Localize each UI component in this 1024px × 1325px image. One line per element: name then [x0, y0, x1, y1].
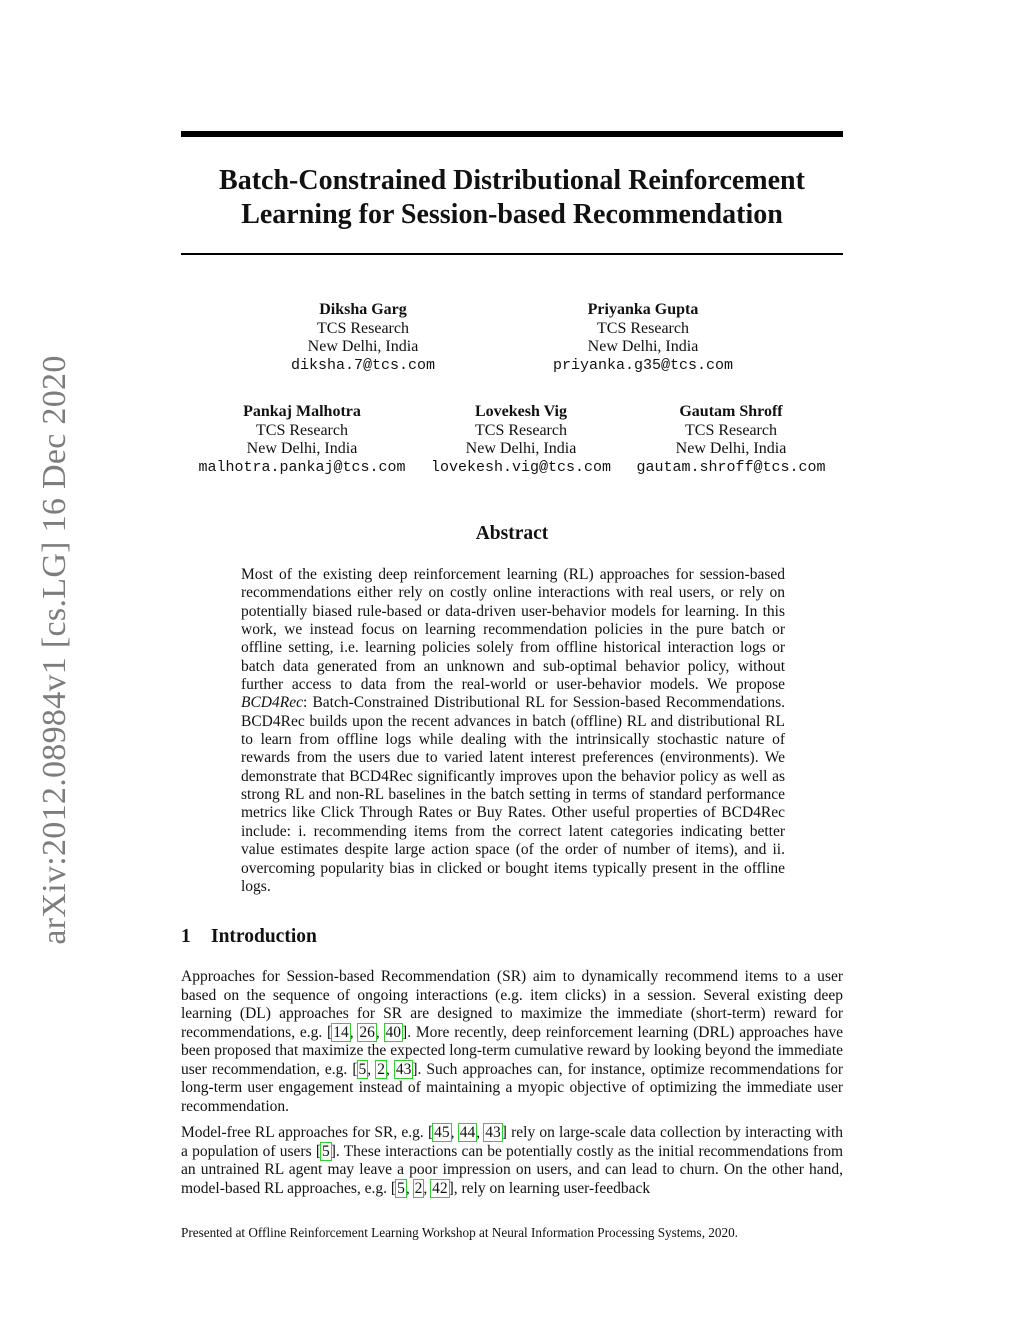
title-bottom-rule: [181, 253, 843, 255]
author-email[interactable]: priyanka.g35@tcs.com: [552, 356, 734, 374]
intro-text: Model-free RL approaches for SR, e.g. [: [181, 1124, 434, 1141]
title-top-rule: [181, 131, 843, 137]
citation-link[interactable]: 2: [414, 1179, 423, 1197]
abstract-method-name: BCD4Rec: [241, 694, 303, 712]
paper-title: [181, 164, 843, 232]
author-location: New Delhi, India: [246, 440, 358, 457]
author-location: New Delhi, India: [587, 338, 699, 355]
citation-link[interactable]: 5: [397, 1179, 405, 1197]
author-affiliation: TCS Research: [685, 421, 777, 439]
author-location: New Delhi, India: [307, 338, 419, 355]
citation-link[interactable]: 42: [432, 1179, 448, 1197]
citation-link[interactable]: 5: [358, 1060, 367, 1078]
author-name: Priyanka Gupta: [587, 301, 699, 318]
citation-link[interactable]: 14: [333, 1023, 349, 1041]
author-name: Gautam Shroff: [679, 403, 783, 420]
author-email[interactable]: gautam.shroff@tcs.com: [636, 458, 826, 476]
intro-text: ]. More recently, deep reinforcement learning (DRL) approaches have been proposed that maximize the expected long-term cumulative reward by looking beyond the immediate user recommendation, e.g. [: [181, 1023, 844, 1078]
citation-link[interactable]: 26: [359, 1023, 375, 1041]
abstract-text-2: : Batch-Constrained Distributional RL for Session-based Recommendations. BCD4Rec builds upon the recent advances in batch (offline) RL and distributional RL to learn from offline logs while dealing with the intrinsically stochastic nature of rewards from the users due to varied latent interest preferences (environments). We demonstrate that BCD4Rec significantly improves upon the behavior policy as well as strong RL and non-RL baselines in the batch setting in terms of standard performance metrics like Click Through Rates or Buy Rates. Other useful properties of BCD4Rec include: i. recommending items from the correct latent categories indicating better value estimates despite large action space (of the order of number of items), and ii. overcoming popularity bias in clicked or bought items typically present in the offline logs.: [241, 694, 785, 895]
citation-link[interactable]: 44: [459, 1124, 476, 1141]
author-name: Lovekesh Vig: [474, 403, 567, 420]
footer-note: Presented at Offline Reinforcement Learning Workshop at Neural Information Processing Systems, 2020.: [181, 1225, 738, 1240]
citation-link[interactable]: 2: [377, 1060, 385, 1078]
section-heading: [181, 926, 317, 948]
author-name: Diksha Garg: [319, 301, 407, 318]
author-email[interactable]: malhotra.pankaj@tcs.com: [198, 458, 406, 476]
title-line-1: Batch-Constrained Distributional Reinforcement: [219, 165, 805, 196]
intro-paragraph-1: Approaches for Session-based Recommendation (SR) aim to dynamically recommend items to a user based on the sequence of ongoing interactions (e.g. item clicks) in a session. Several existing deep learning (DL) approaches for SR are designed to maximize the immediate (short-term) reward for recommendations, e.g. [14, 26, 40]. More recently, deep reinforcement learning (DRL) approaches have been proposed that maximize the expected long-term cumulative reward by looking beyond the immediate user recommendation, e.g. [5, 2, 43]. Such approaches can, for instance, optimize recommendations for long-term user engagement instead of maintaining a myopic objective of optimizing the immediate user recommendation.: [181, 968, 844, 1115]
citation-link[interactable]: 40: [385, 1023, 402, 1041]
author-block-1: [233, 301, 493, 375]
section-number: 1: [181, 926, 191, 947]
arxiv-identifier: arXiv:2012.08984v1 [cs.LG] 16 Dec 2020: [36, 355, 73, 945]
author-block-2: [513, 301, 773, 375]
author-affiliation: TCS Research: [256, 421, 348, 439]
author-affiliation: TCS Research: [317, 319, 409, 337]
citation-link[interactable]: 43: [485, 1124, 501, 1141]
citation-link[interactable]: 5: [321, 1142, 330, 1160]
abstract-body: [241, 566, 785, 896]
author-location: New Delhi, India: [465, 440, 577, 457]
author-location: New Delhi, India: [675, 440, 787, 457]
intro-text: ]. These interactions can be potentially costly as the initial recommendations from an untrained RL agent may leave a poor impression on users, and can lead to churn. On the other hand, model-based RL approaches, e.g. [: [181, 1142, 843, 1197]
author-affiliation: TCS Research: [475, 421, 567, 439]
citation-link[interactable]: 43: [395, 1060, 412, 1078]
author-affiliation: TCS Research: [597, 319, 689, 337]
intro-text: Approaches for Session-based Recommendation (SR) aim to dynamically recommend items to a user based on the sequence of ongoing interactions (e.g. item clicks) in a session. Several existing deep learning (DL) approaches for SR are designed to maximize the immediate (short-term) reward for recommendations, e.g. [: [181, 968, 843, 1041]
intro-text: ]. Such approaches can, for instance, optimize recommendations for long-term user engagement instead of maintaining a myopic objective of optimizing the immediate user recommendation.: [181, 1060, 844, 1115]
author-email[interactable]: lovekesh.vig@tcs.com: [430, 458, 612, 476]
citation-link[interactable]: 45: [434, 1124, 450, 1141]
intro-text: ], rely on learning user-feedback: [448, 1179, 651, 1197]
abstract-text-1: Most of the existing deep reinforcement learning (RL) approaches for session-based recommendations either rely on costly online interactions with real users, or rely on potentially biased rule-based or data-driven user-behavior models for learning. In this work, we instead focus on learning recommendation policies in the pure batch or offline setting, i.e. learning policies solely from offline historical interaction logs or batch data generated from an unknown and sub-optimal behavior policy, without further access to data from the real-world or user-behavior models. We propose: [241, 566, 785, 694]
author-name: Pankaj Malhotra: [243, 403, 361, 420]
author-block-5: [601, 403, 861, 477]
abstract-heading: Abstract: [475, 523, 549, 544]
title-line-2: Learning for Session-based Recommendation: [241, 199, 783, 230]
intro-text: ] rely on large-scale data collection by interacting with a population of users [: [181, 1124, 844, 1160]
section-title: Introduction: [211, 926, 317, 947]
author-email[interactable]: diksha.7@tcs.com: [290, 356, 436, 374]
intro-paragraph-2: Model-free RL approaches for SR, e.g. [45, 44, 43] rely on large-scale data collection by interacting with a population of users [5]. These interactions can be potentially costly as the initial recommendations from an untrained RL agent may leave a poor impression on users, and can lead to churn. On the other hand, model-based RL approaches, e.g. [5, 2, 42], rely on learning user-feedback: [181, 1124, 844, 1197]
